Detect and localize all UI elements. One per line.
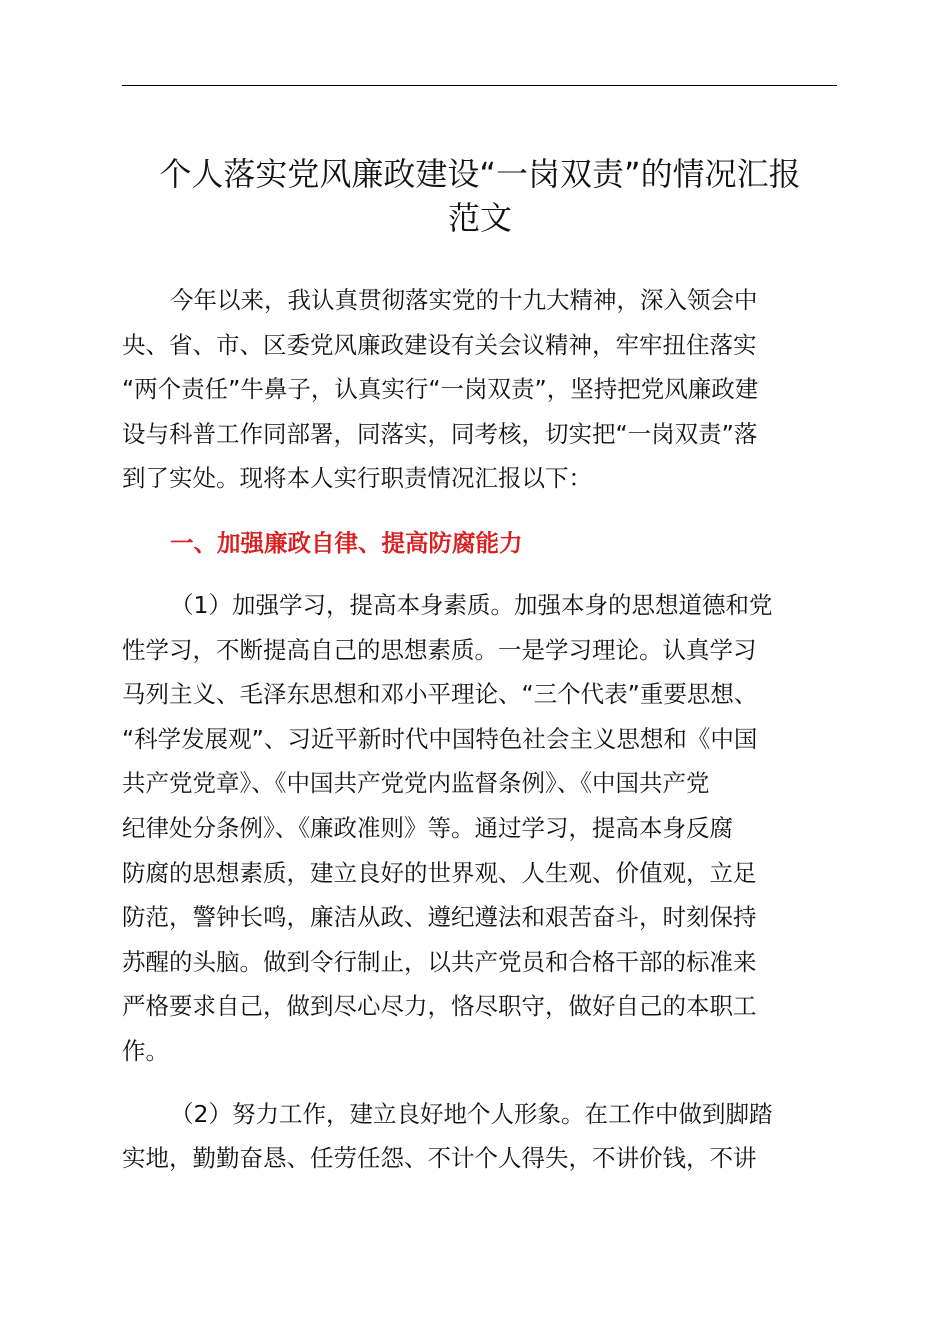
text-line: （1）加强学习，提高本身素质。加强本身的思想道德和党 xyxy=(170,590,773,619)
text-line: 纪律处分条例》、《廉政准则》等。通过学习，提高本身反腐 xyxy=(122,813,733,842)
document-title xyxy=(122,152,838,240)
text-line: “两个责任”牛鼻子，认真实行“一岗双责”，坚持把党风廉政建 xyxy=(122,375,759,404)
section-heading: 一、加强廉政自律、提高防腐能力 xyxy=(170,528,523,557)
text-line: 央、省、市、区委党风廉政建设有关会议精神，牢牢扭住落实 xyxy=(122,330,757,359)
text-line: 防腐的思想素质，建立良好的世界观、人生观、价值观，立足 xyxy=(122,858,757,887)
document-page xyxy=(122,152,838,1181)
intro-paragraph xyxy=(122,278,838,501)
paragraph-work xyxy=(122,1092,838,1181)
text-line: 实地，勤勤奋恳、任劳任怨、不计个人得失，不讲价钱，不讲 xyxy=(122,1144,757,1173)
text-line: 设与科普工作同部署，同落实，同考核，切实把“一岗双责”落 xyxy=(122,419,758,448)
text-line: 作。 xyxy=(122,1036,169,1065)
header-rule xyxy=(122,85,837,86)
text-line: 到了实处。现将本人实行职责情况汇报以下： xyxy=(122,464,592,493)
text-line: 今年以来，我认真贯彻落实党的十九大精神，深入领会中 xyxy=(170,286,758,314)
title-line: 个人落实党风廉政建设“一岗双责”的情况汇报 xyxy=(159,155,801,193)
text-line: “科学发展观”、习近平新时代中国特色社会主义思想和《中国 xyxy=(122,724,758,753)
text-line: （2）努力工作，建立良好地个人形象。在工作中做到脚踏 xyxy=(170,1099,773,1128)
text-line: 共产党党章》、《中国共产党党内监督条例》、《中国共产党 xyxy=(122,769,710,798)
text-line: 性学习，不断提高自己的思想素质。一是学习理论。认真学习 xyxy=(122,635,757,664)
title-line: 范文 xyxy=(447,199,512,237)
text-line: 马列主义、毛泽东思想和邓小平理论、“三个代表”重要思想、 xyxy=(122,680,758,709)
text-line: 苏醒的头脑。做到令行制止，以共产党员和合格干部的标准来 xyxy=(122,947,757,976)
paragraph-study xyxy=(122,583,838,1074)
text-line: 防范，警钟长鸣，廉洁从政、遵纪遵法和艰苦奋斗，时刻保持 xyxy=(122,903,757,932)
text-line: 严格要求自己，做到尽心尽力，恪尽职守，做好自己的本职工 xyxy=(122,992,757,1021)
